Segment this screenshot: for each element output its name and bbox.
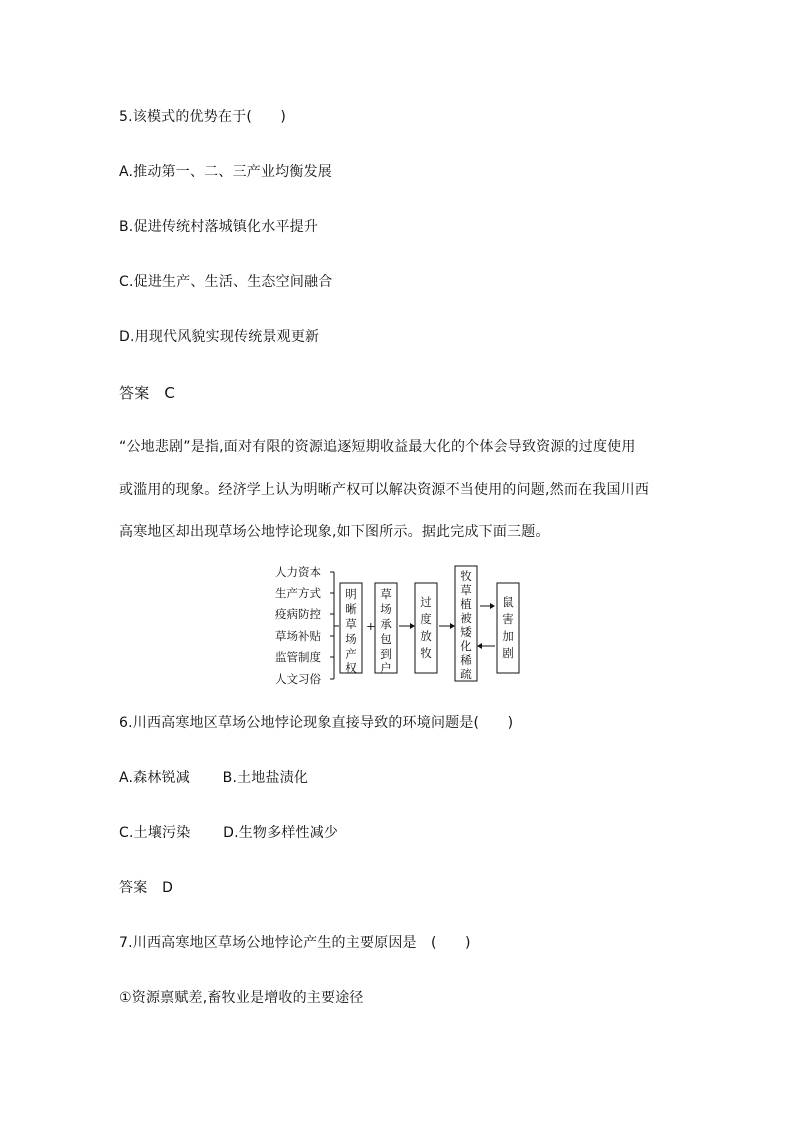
factor-labels — [275, 565, 321, 686]
answer-value: D — [162, 880, 174, 896]
box-char: 被 — [460, 611, 472, 625]
box-char: 草 — [380, 587, 392, 601]
box-char: 放 — [420, 629, 432, 643]
q5-answer — [119, 383, 175, 403]
q6-option-b: B.土地盐渍化 — [222, 770, 309, 786]
box-char: 化 — [460, 639, 472, 653]
q6-option-d: D.生物多样性减少 — [223, 825, 339, 841]
box-char: 到 — [380, 647, 392, 661]
intro-line-2: 或滥用的现象。经济学上认为明晰产权可以解决资源不当使用的问题,然而在我国川西 — [119, 482, 650, 498]
box-char: 度 — [420, 612, 432, 626]
box-char: 承 — [380, 617, 392, 631]
answer-label: 答案 — [119, 384, 150, 402]
box-char: 牧 — [420, 646, 432, 660]
intro-line-1: “公地悲剧”是指,面对有限的资源追逐短期收益最大化的个体会导致资源的过度使用 — [119, 439, 636, 455]
q7-item-1: ①资源禀赋差,畜牧业是增收的主要途径 — [119, 990, 364, 1006]
factor-label: 疫病防控 — [275, 607, 321, 621]
box-char: 明 — [345, 587, 357, 601]
box-char: 稀 — [460, 653, 472, 667]
flow-diagram — [270, 560, 530, 690]
arrow-right — [399, 623, 415, 629]
arrow-right — [480, 603, 495, 609]
box-rodent-text — [502, 595, 514, 660]
factor-label: 监管制度 — [275, 650, 321, 664]
box-char: 草 — [345, 617, 357, 631]
q6-option-c: C.土壤污染 — [119, 825, 191, 841]
q6-answer — [119, 878, 173, 898]
q6-stem: 6.川西高寒地区草场公地悖论现象直接导致的环境问题是( ) — [119, 715, 514, 731]
q6-option-a: A.森林锐减 — [119, 770, 190, 786]
box-char: 草 — [460, 583, 472, 597]
arrow-left — [477, 643, 495, 649]
box-degrade-text — [460, 569, 472, 681]
box-char: 场 — [345, 632, 357, 646]
box-char: 户 — [380, 661, 392, 675]
factor-label: 人力资本 — [275, 565, 321, 579]
box-contract-text — [380, 587, 392, 675]
q6-options-row-1 — [119, 768, 308, 788]
box-char: 加 — [502, 629, 514, 643]
factor-label: 人文习俗 — [275, 672, 321, 686]
q5-option-c: C.促进生产、生活、生态空间融合 — [119, 274, 333, 290]
box-char: 害 — [502, 612, 514, 626]
box-char: 场 — [380, 602, 392, 616]
box-char: 矮 — [460, 625, 472, 639]
box-char: 剧 — [502, 646, 514, 660]
factor-bracket — [330, 572, 339, 679]
box-char: 包 — [380, 632, 392, 646]
q5-option-a: A.推动第一、二、三产业均衡发展 — [119, 164, 332, 180]
factor-label: 生产方式 — [275, 586, 321, 600]
box-property-text — [345, 587, 357, 675]
q5-option-b: B.促进传统村落城镇化水平提升 — [119, 219, 319, 235]
q7-stem: 7.川西高寒地区草场公地悖论产生的主要原因是 ( ) — [119, 935, 471, 951]
box-char: 晰 — [345, 602, 357, 616]
box-char: 植 — [460, 597, 472, 611]
box-char: 牧 — [460, 569, 472, 583]
intro-line-3: 高寒地区却出现草场公地悖论现象,如下图所示。据此完成下面三题。 — [119, 524, 550, 540]
answer-value: C — [164, 384, 176, 402]
q5-stem: 5.该模式的优势在于( ) — [119, 109, 287, 125]
box-overgraze-text — [420, 595, 432, 660]
q6-options-row-2 — [119, 823, 338, 843]
factor-label: 草场补贴 — [275, 629, 321, 643]
answer-label: 答案 — [119, 880, 148, 896]
plus-sign: + — [366, 619, 376, 633]
box-char: 鼠 — [502, 595, 514, 609]
arrow-right — [439, 623, 455, 629]
box-char: 产 — [345, 647, 357, 661]
box-char: 疏 — [460, 667, 472, 681]
box-char: 权 — [345, 661, 357, 675]
box-char: 过 — [420, 595, 432, 609]
q5-option-d: D.用现代风貌实现传统景观更新 — [119, 329, 320, 345]
